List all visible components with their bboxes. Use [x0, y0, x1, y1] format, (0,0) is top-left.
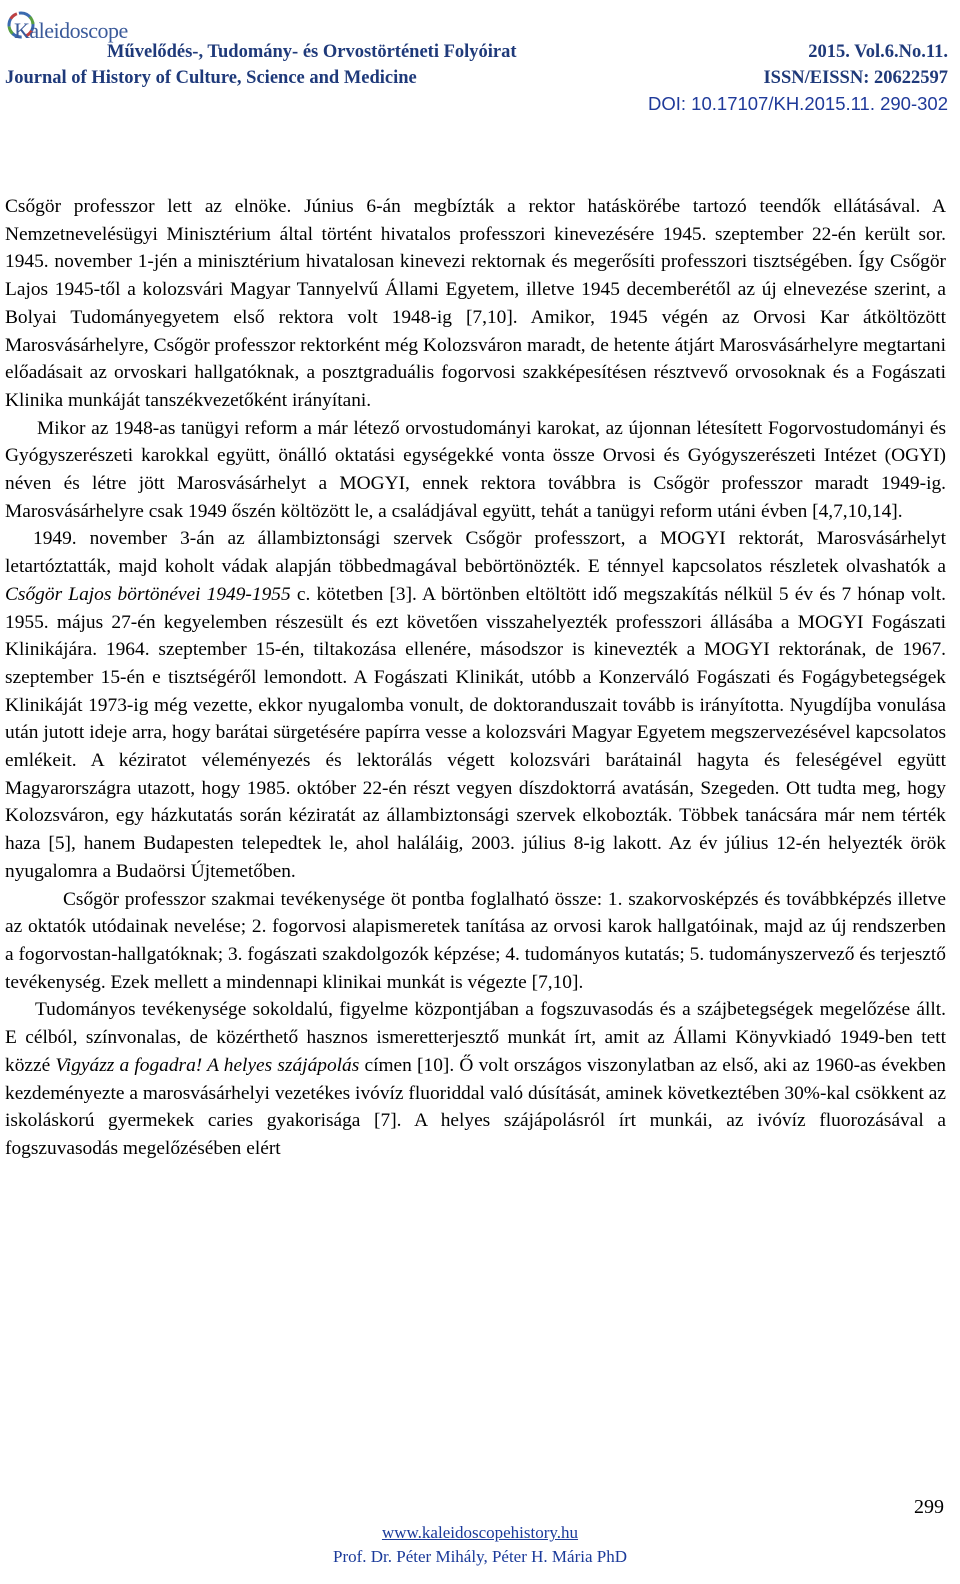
book-title-2: Vigyázz a fogadra! A helyes szájápolás — [55, 1054, 360, 1076]
paragraph-5-text: Tudományos tevékenysége sokoldalú, figyelme központjában a fogszuvasodás és a szájbetegségek megelőzése állt. E célból, színvonalas, de közérthető hasznos ismeretterjesztő munkát írt, amit az Állami Könyvkiadó 1949-ben tett közzé — [5, 999, 946, 1076]
journal-title-hu: Művelődés-, Tudomány- és Orvostörténeti Folyóirat — [107, 42, 517, 62]
paragraph-1: Csőgör professzor lett az elnöke. Június 6-án megbízták a rektor hatáskörébe tartozó teendők ellátásával. A Nemzetnevelésügyi Minisztérium által történt hivatalos professzori kinevezésére 1945. szeptember 22-én került sor. 1945. november 1-jén a minisztérium hivatalosan kinevezi rektornak és megerősíti professzori tisztségében. Így Csőgör Lajos 1945-től a kolozsvári Magyar Tannyelvű Állami Egyetem, illetve 1945 decemberétől az új elnevezése szerint, a Bolyai Tudományegyetem első rektora volt 1948-ig [7,10]. Amikor, 1945 végén az Orvosi Kar átköltözött Marosvásárhelyre, Csőgör professzor rektorként még Kolozsváron maradt, de hetente átjárt Marosvásárhelyre megtartani előadásait az orvoskari hallgatóknak, a posztgraduális fogorvosi szakképesítésen résztvevő orvosoknak és a Fogászati Klinika munkáját tanszékvezetőként irányítani. — [5, 196, 946, 411]
article-body — [5, 193, 946, 1163]
logo-text: Kaleidoscope — [14, 18, 128, 43]
paragraph-4: Csőgör professzor szakmai tevékenysége öt pontba foglalható össze: 1. szakorvosképzés és továbbképzés illetve az oktatók utódainak nevelése; 2. fogorvosi alapismeretek tanítása az orvosi karok hallgatóinak, majd az új rendszerben a fogorvostan-hallgatóknak; 3. fogászati szakdolgozók képzése; 4. tudományos kutatás; 5. tudományszervező és terjesztő tevékenység. Ezek mellett a mindennapi klinikai munkát is végezte [7,10]. — [5, 888, 946, 993]
website-link[interactable]: www.kaleidoscopehistory.hu — [381, 1523, 579, 1542]
paragraph-5-text-cont: címen [10]. Ő volt országos viszonylatban az első, aki az 1960-as években kezdeményezte a marosvásárhelyi vezetékes ivóvíz fluoriddal való dúsítását, aminek következtében 30%-kal csökkent az iskoláskorú gyermekek caries gyakorisága [7]. A helyes szájápolásról írt munkái, az ivóvíz fluorozásával a fogszuvasodás megelőzésében elért — [5, 1054, 946, 1159]
doi-link[interactable]: DOI: 10.17107/KH.2015.11. 290-302 — [648, 93, 948, 114]
journal-title-en: Journal of History of Culture, Science and Medicine — [5, 68, 417, 88]
paragraph-2: Mikor az 1948-as tanügyi reform a már létező orvostudományi karokat, az újonnan létesített Fogorvostudományi és Gyógyszerészeti karokkal együtt, önálló oktatási egységekké vonta össze Orvosi és Gyógyszerészeti Intézet (OGYI) néven és létre jött Marosvásárhelyt a MOGYI, ennek rektora továbbra is Csőgör professzor maradt 1949-ig. Marosvásárhelyre csak 1949 őszén költözött le, a családjával együtt, tehát a tanügyi reform utáni évben [4,7,10,14]. — [5, 417, 946, 522]
paragraph-3-text-cont: c. kötetben [3]. A börtönben eltöltött idő megszakítás nélkül 5 év és 7 hónap volt. 1955. május 27-én kegyelemben részesült és ezt követően visszahelyezték professzori állásába a MOGYI Fogászati Klinikájára. 1964. szeptember 15-én, tiltakozása ellenére, másodszor is kinevezték a MOGYI rektorának, de 1967. szeptember 15-én e tisztségéről lemondott. A Fogászati Klinikát, utóbb a Konzerváló Fogászati és Fogágybetegségek Klinikáját 1973-ig még vezette, ekkor nyugalomba vonult, de doktoranduszait tovább is irányította. Nyugdíjba vonulása után jutott ideje arra, hogy barátai sürgetésére papírra vesse a kolozsvári Magyar Egyetem megszervezésével kapcsolatos emlékeit. A kéziratot véleményezés és lektorálás végett kolozsvári barátainál hagyta és feleségével együtt Magyarországra utazott, hogy 1985. október 22-én részt vegyen díszdoktorrá avatásán, Szegeden. Ott tudta meg, hogy Kolozsváron, egy házkutatás során kéziratát az állambiztonsági szervek elkobozták. Többek tanácsára már nem térték haza [5], hanem Budapesten telepedtek le, ahol haláláig, 2003. július 8-ig lakott. Az év július 12-én helyezték örök nyugalomra a Budaörsi Újtemetőben. — [5, 583, 946, 882]
paragraph-3-text: 1949. november 3-án az állambiztonsági szervek Csőgör professzort, a MOGYI rektorát, Marosvásárhelyt letartóztatták, majd koholt vádak alapján többedmagával bebörtönözték. E ténnyel kapcsolatos részletek olvashatók a — [5, 528, 946, 578]
issn-info: ISSN/EISSN: 20622597 — [763, 68, 948, 88]
paragraph-5 — [5, 996, 946, 1162]
paragraph-3 — [5, 525, 946, 885]
page-number: 299 — [914, 1496, 944, 1518]
journal-logo — [4, 8, 204, 44]
footer-authors: Prof. Dr. Péter Mihály, Péter H. Mária PhD — [333, 1547, 627, 1566]
book-title: Csőgör Lajos börtönévei 1949-1955 — [5, 583, 291, 605]
volume-info: 2015. Vol.6.No.11. — [808, 42, 948, 62]
